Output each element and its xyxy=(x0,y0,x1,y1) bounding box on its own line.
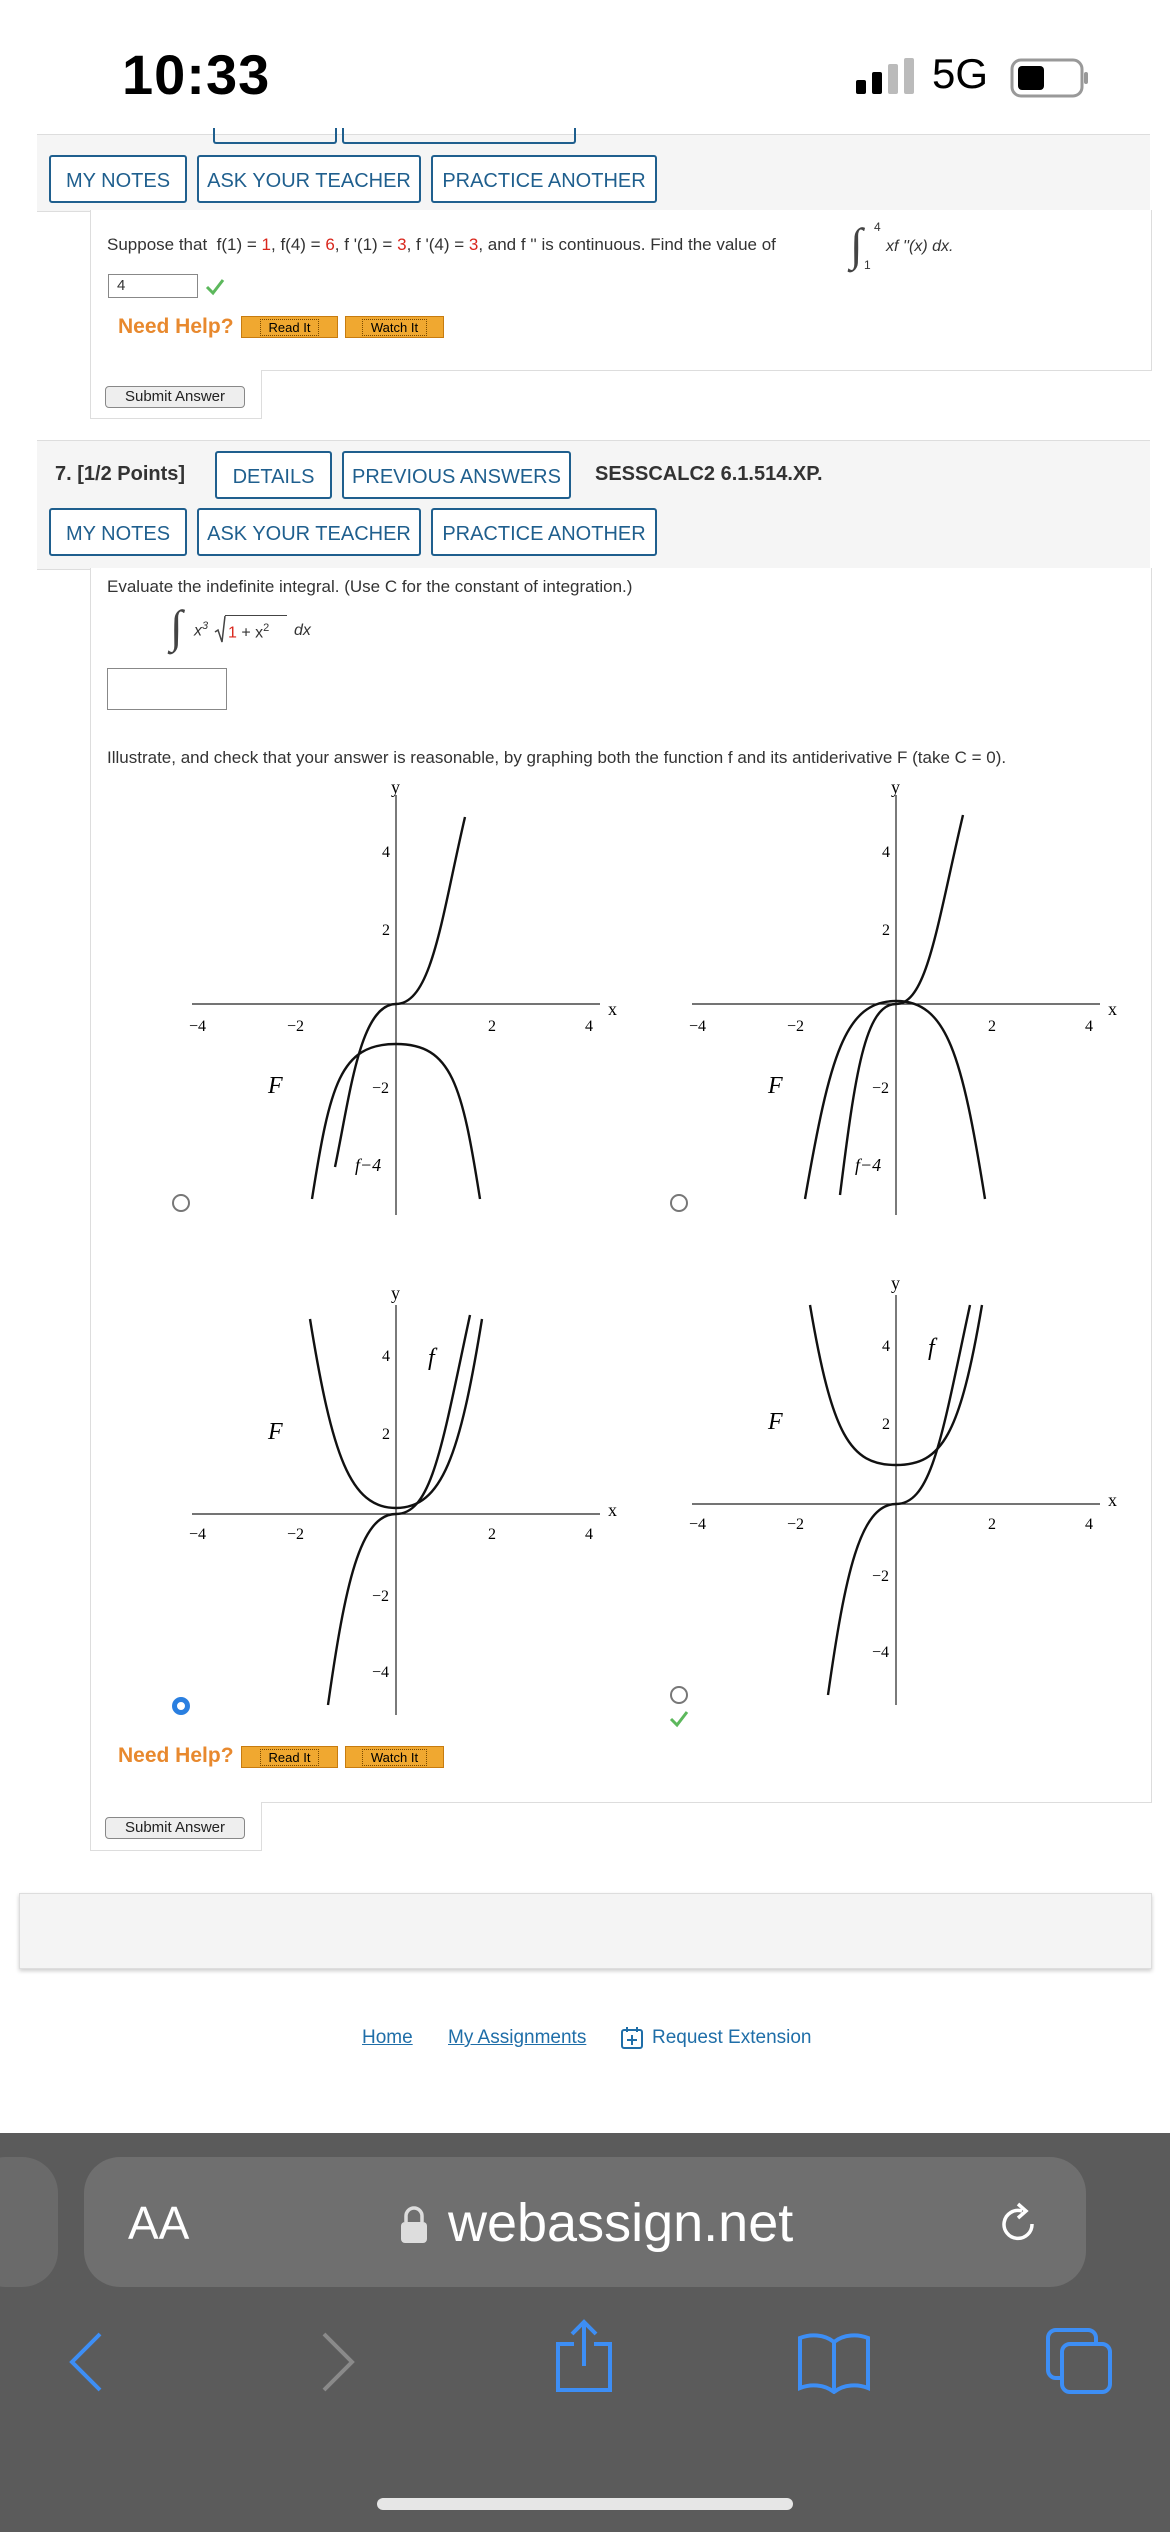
x-axis-label: x xyxy=(608,1500,617,1520)
tick-label-x2: 2 xyxy=(988,1018,996,1035)
ask-teacher-button-q7[interactable]: ASK YOUR TEACHER xyxy=(197,508,421,556)
q7-radicand-one: 1 xyxy=(228,624,237,642)
q7-dx: dx xyxy=(294,622,311,639)
url-text: webassign.net xyxy=(448,2193,794,2253)
q6-tab-remnant xyxy=(213,128,337,144)
tick-label-y2: 2 xyxy=(882,922,890,939)
tick-label-y4: 4 xyxy=(382,844,390,861)
q6-text-1: Suppose that xyxy=(107,235,208,254)
tick-label-x2: 2 xyxy=(488,1018,496,1035)
q7-integral xyxy=(170,600,350,660)
graph-option-b xyxy=(680,775,1140,1215)
curve-F-cubic xyxy=(335,817,465,1167)
tick-label-y4: 4 xyxy=(882,844,890,861)
integral-sign-icon: ∫ xyxy=(850,219,863,270)
q6-fp1: , f '(1) = xyxy=(334,235,398,254)
tick-label-y2: 2 xyxy=(882,1416,890,1433)
x-axis-label: x xyxy=(608,999,617,1019)
q7-watch-it-label: Watch It xyxy=(362,1749,427,1766)
label-f: f xyxy=(428,1345,435,1371)
q7-watch-it-button[interactable] xyxy=(345,1746,444,1768)
graph-option-c xyxy=(180,1275,640,1715)
bookmarks-icon[interactable] xyxy=(796,2330,872,2394)
q6-read-it-button[interactable] xyxy=(241,316,338,338)
tick-label-ym2: −2 xyxy=(372,1080,390,1097)
curve-f-quartic xyxy=(805,1001,985,1199)
label-F: F xyxy=(768,1073,783,1099)
calendar-plus-icon xyxy=(620,2026,644,2050)
share-icon[interactable] xyxy=(552,2318,616,2394)
previous-answers-button[interactable]: PREVIOUS ANSWERS xyxy=(342,451,571,499)
q7-submit-button[interactable]: Submit Answer xyxy=(105,1817,245,1839)
tick-label-y4: 4 xyxy=(882,1338,890,1355)
tick-label-y4: 4 xyxy=(382,1348,390,1365)
sqrt-bar xyxy=(225,615,287,616)
tick-label-ym4: −4 xyxy=(872,1644,890,1661)
q6-int-lower: 1 xyxy=(864,258,871,272)
q7-number: 7. [1/2 Points] xyxy=(55,463,186,485)
tick-label-ym2: −2 xyxy=(372,1588,390,1605)
y-axis-label: y xyxy=(891,777,900,797)
q6-f4: , f(4) = xyxy=(271,235,326,254)
tick-label-xm4: −4 xyxy=(189,1526,207,1543)
x-axis-label: x xyxy=(1108,999,1117,1019)
tick-label-xm2: −2 xyxy=(787,1018,805,1035)
q6-watch-it-label: Watch It xyxy=(362,319,427,336)
correct-check-icon-d xyxy=(669,1708,689,1728)
battery-icon xyxy=(1010,58,1090,98)
q7-x3 xyxy=(194,620,208,640)
graph-option-d xyxy=(680,1265,1140,1705)
correct-check-icon xyxy=(205,276,225,296)
tick-label-x2: 2 xyxy=(988,1516,996,1533)
tick-label-xm4: −4 xyxy=(689,1018,707,1035)
q6-fp4-val: 3 xyxy=(468,235,479,254)
back-icon[interactable] xyxy=(66,2330,106,2394)
integral-sign-icon-q7: ∫ xyxy=(170,601,183,652)
radio-option-c[interactable] xyxy=(172,1697,190,1715)
request-extension-link[interactable]: Request Extension xyxy=(652,2027,812,2048)
label-f-m4: f−4 xyxy=(855,1155,882,1175)
q6-answer-input[interactable]: 4 xyxy=(108,274,198,298)
reader-aa-button[interactable]: AA xyxy=(128,2197,190,2249)
sqrt-icon xyxy=(214,614,226,644)
x-axis-label: x xyxy=(1108,1490,1117,1510)
label-F: F xyxy=(268,1073,283,1099)
my-notes-button-q6[interactable]: MY NOTES xyxy=(49,155,187,203)
signal-icon xyxy=(856,58,918,94)
tabs-icon[interactable] xyxy=(1044,2326,1114,2396)
y-axis-label: y xyxy=(891,1273,900,1293)
q6-text-2: , and f '' is continuous. Find the value of xyxy=(478,235,776,254)
tick-label-ym2: −2 xyxy=(872,1568,890,1585)
tick-label-x4: 4 xyxy=(585,1018,593,1035)
my-assignments-link[interactable]: My Assignments xyxy=(448,2027,587,2048)
label-F: F xyxy=(768,1409,783,1435)
tick-label-x4: 4 xyxy=(1085,1018,1093,1035)
curve-F-cubic xyxy=(840,815,963,1195)
q6-question-text xyxy=(107,235,776,255)
q6-integrand: xf ''(x) dx. xyxy=(886,238,954,255)
tick-label-xm4: −4 xyxy=(189,1018,207,1035)
q6-integral xyxy=(850,218,980,274)
practice-another-button-q6[interactable]: PRACTICE ANOTHER xyxy=(431,155,657,203)
q6-read-it-label: Read It xyxy=(260,319,320,336)
label-f: f xyxy=(928,1335,935,1361)
question-code: SESSCALC2 6.1.514.XP. xyxy=(595,463,823,485)
q6-fp4: , f '(4) = xyxy=(406,235,469,254)
q7-radicand-rest: + x xyxy=(236,624,264,642)
q6-int-upper: 4 xyxy=(874,220,881,234)
tick-label-ym4: −4 xyxy=(372,1664,390,1681)
empty-panel xyxy=(19,1893,1152,1969)
details-button[interactable]: DETAILS xyxy=(215,451,332,499)
q6-need-help: Need Help? xyxy=(118,315,234,338)
status-time: 10:33 xyxy=(122,43,271,106)
label-f-m4: f−4 xyxy=(355,1155,382,1175)
practice-another-button-q7[interactable]: PRACTICE ANOTHER xyxy=(431,508,657,556)
radio-option-b[interactable] xyxy=(670,1194,688,1212)
forward-icon[interactable] xyxy=(318,2330,358,2394)
lock-icon xyxy=(398,2205,430,2245)
tick-label-x4: 4 xyxy=(1085,1516,1093,1533)
q6-fp1-val: 3 xyxy=(397,235,407,254)
graph-option-a xyxy=(180,775,640,1215)
previous-tab-pill[interactable] xyxy=(0,2157,58,2287)
q7-x3-exp: 3 xyxy=(202,620,209,632)
my-notes-button-q7[interactable]: MY NOTES xyxy=(49,508,187,556)
radio-option-a[interactable] xyxy=(172,1194,190,1212)
label-F: F xyxy=(268,1419,283,1445)
q7-answer-input[interactable] xyxy=(107,668,227,710)
y-axis-label: y xyxy=(391,1283,400,1303)
tick-label-x4: 4 xyxy=(585,1526,593,1543)
home-indicator xyxy=(377,2498,793,2510)
q7-read-it-button[interactable] xyxy=(241,1746,338,1768)
tick-label-y2: 2 xyxy=(382,1426,390,1443)
tick-label-ym2: −2 xyxy=(872,1080,890,1097)
q6-f1: f(1) = xyxy=(216,235,262,254)
q7-instruction: Evaluate the indefinite integral. (Use C for the constant of integration.) xyxy=(107,577,633,596)
y-axis-label: y xyxy=(391,777,400,797)
q6-tab-remnant-2 xyxy=(342,128,576,144)
q6-f1-val: 1 xyxy=(261,235,271,254)
q7-radicand xyxy=(228,622,269,642)
curve-f-cubic xyxy=(828,1305,970,1695)
tick-label-y2: 2 xyxy=(382,922,390,939)
q7-read-it-label: Read It xyxy=(260,1749,320,1766)
reload-icon[interactable] xyxy=(994,2200,1042,2248)
tick-label-xm2: −2 xyxy=(787,1516,805,1533)
network-label: 5G xyxy=(932,50,989,97)
q6-f4-val: 6 xyxy=(325,235,335,254)
tick-label-xm2: −2 xyxy=(287,1018,305,1035)
ask-teacher-button-q6[interactable]: ASK YOUR TEACHER xyxy=(197,155,421,203)
q7-illustrate-text: Illustrate, and check that your answer is reasonable, by graphing both the function f and its antiderivative F (take C = 0). xyxy=(107,748,1007,767)
q6-watch-it-button[interactable] xyxy=(345,316,444,338)
q7-need-help: Need Help? xyxy=(118,1744,234,1767)
tick-label-x2: 2 xyxy=(488,1526,496,1543)
q7-radicand-sq: 2 xyxy=(263,622,270,634)
tick-label-xm2: −2 xyxy=(287,1526,305,1543)
q6-submit-button[interactable]: Submit Answer xyxy=(105,386,245,408)
radio-option-d[interactable] xyxy=(670,1686,688,1704)
home-link[interactable]: Home xyxy=(362,2027,413,2048)
q7-x3-base: x xyxy=(194,622,202,640)
tick-label-xm4: −4 xyxy=(689,1516,707,1533)
curve-F-cubic xyxy=(328,1315,470,1705)
